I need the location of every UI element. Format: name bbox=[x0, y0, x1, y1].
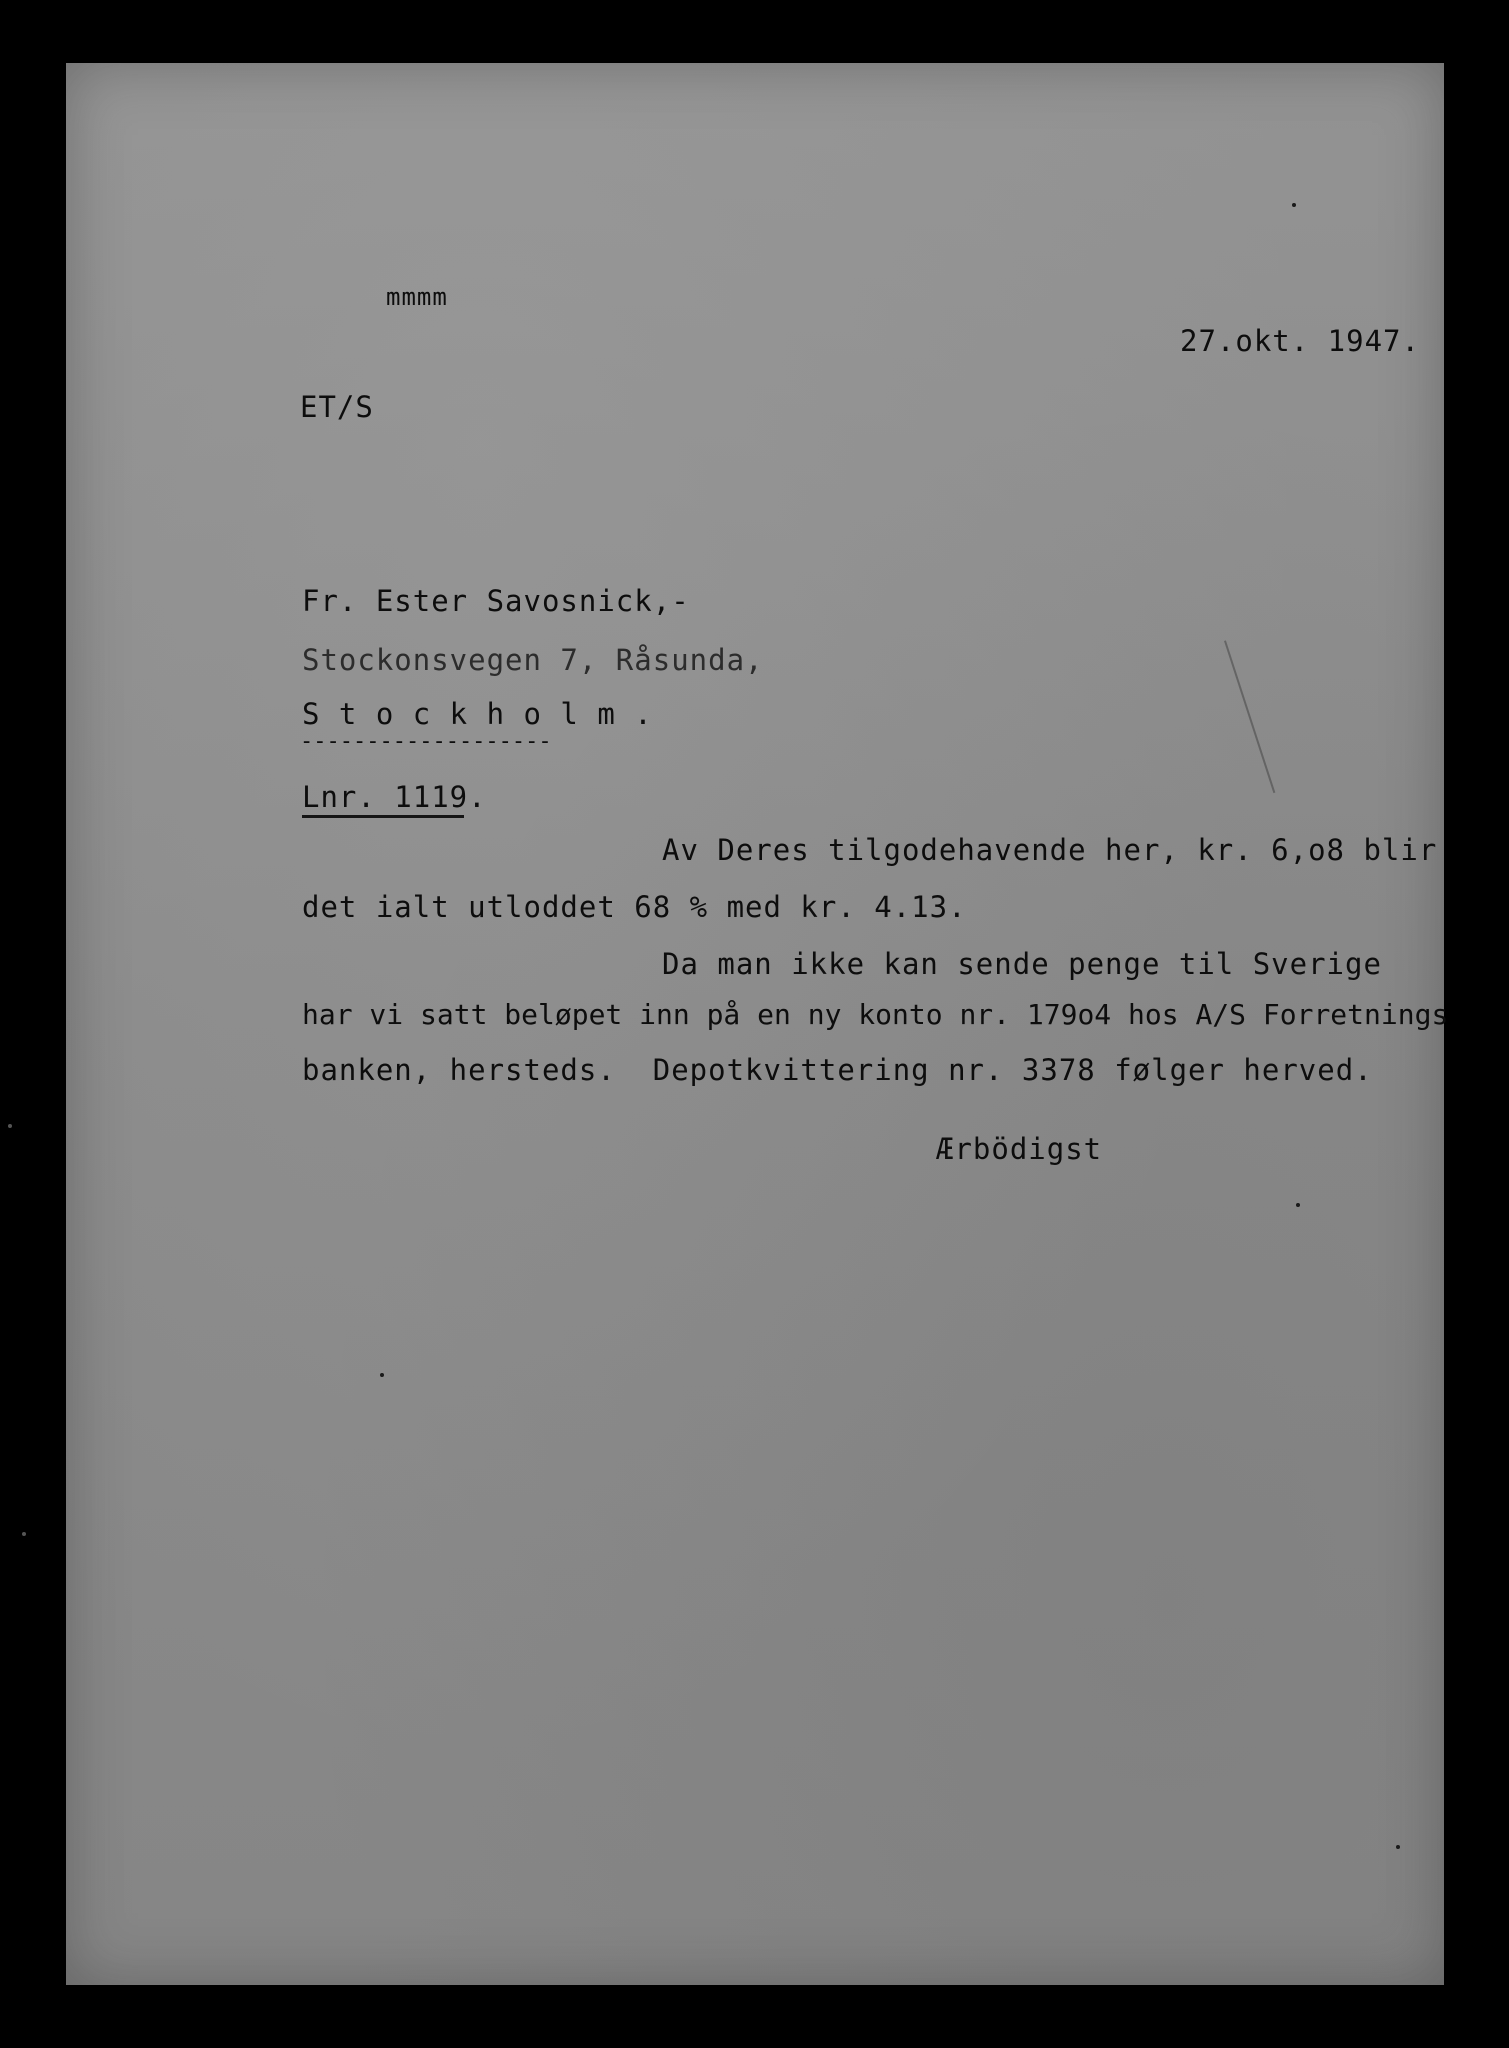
body-line-4: har vi satt beløpet inn på en ny konto nr. 179o4 hos A/S Forretnings bbox=[302, 998, 1449, 1031]
body-line-1: Av Deres tilgodehavende her, kr. 6,o8 blir bbox=[662, 833, 1438, 867]
body-line-2: det ialt utloddet 68 % med kr. 4.13. bbox=[302, 890, 967, 924]
body-line-5: banken, hersteds. Depotkvittering nr. 3378 følger herved. bbox=[302, 1053, 1373, 1087]
closing-salutation: Ærbödigst bbox=[936, 1132, 1103, 1166]
scan-dust bbox=[8, 1124, 12, 1128]
paper-fold-mark bbox=[1224, 640, 1275, 793]
recipient-city-underline: ------------------- bbox=[300, 729, 552, 754]
recipient-street: Stockonsvegen 7, Råsunda, bbox=[302, 643, 764, 677]
loan-number: Lnr. 1119. bbox=[302, 780, 487, 814]
loan-number-underline bbox=[302, 815, 464, 818]
recipient-city: S t o c k h o l m . bbox=[302, 697, 653, 731]
scan-dust bbox=[22, 1532, 26, 1536]
ink-speck bbox=[1296, 1203, 1300, 1207]
ink-speck bbox=[1396, 1845, 1400, 1849]
letter-page bbox=[66, 63, 1449, 1985]
body-line-3: Da man ikke kan sende penge til Sverige bbox=[662, 947, 1382, 981]
reference-code: ET/S bbox=[300, 390, 374, 424]
letter-mark: mmmm bbox=[386, 283, 448, 311]
recipient-name: Fr. Ester Savosnick,- bbox=[302, 584, 690, 618]
ink-speck bbox=[1292, 203, 1296, 207]
letter-date: 27.okt. 1947. bbox=[1180, 324, 1420, 358]
ink-speck bbox=[380, 1373, 384, 1377]
